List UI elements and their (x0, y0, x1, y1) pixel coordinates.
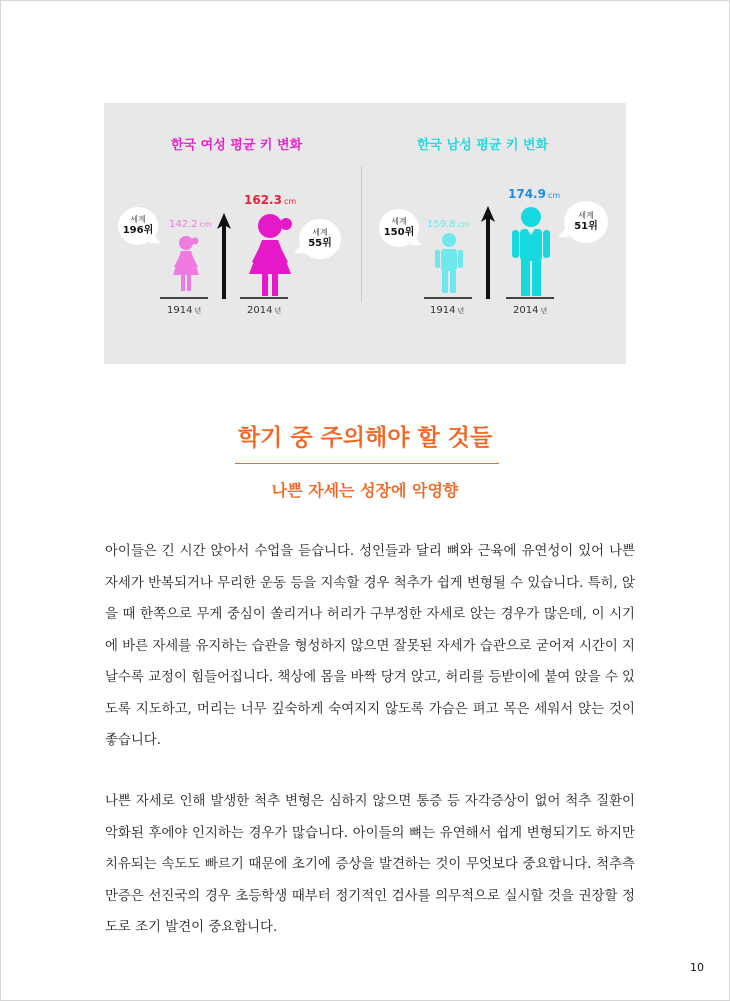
bubble-tail (149, 234, 162, 247)
bubble-tail (410, 236, 423, 249)
man-figure-icon (510, 206, 552, 297)
woman-figure-icon (249, 213, 299, 297)
female-new-rank: 55위 (308, 237, 332, 249)
male-new-rank-bubble (564, 201, 608, 243)
girl-figure-icon (171, 235, 201, 293)
female-old-rank-label: 세계 (130, 215, 146, 225)
baseline-1914-male (424, 297, 472, 299)
female-new-rank-label: 세계 (312, 228, 328, 238)
male-old-rank-label: 세계 (391, 217, 407, 227)
baseline-2014-female (240, 297, 288, 299)
male-old-height: 159.8 cm (427, 219, 470, 230)
height-infographic (104, 103, 626, 364)
up-arrow-icon (481, 206, 495, 299)
section-subtitle: 나쁜 자세는 성장에 악영향 (271, 481, 459, 500)
page-number: 10 (690, 961, 704, 974)
body-paragraph-1: 아이들은 긴 시간 앉아서 수업을 듣습니다. 성인들과 달리 뼈와 근육에 유연성이 있어 나쁜 자세가 반복되거나 무리한 운동 등을 지속할 경우 척추가 쉽게 변형될 수 있습니다. 특히, 앉을 때 한쪽으로 무게 중심이 쏠리거나 허리가 구부정한 자세로 앉는 경우가 많은데, 이 시기에 바른 자세를 유지하는 습관을 형성하지 않으면 잘못된 자세가 습관으로 굳어져 시간이 지날수록 교정이 힘들어집니다. 책상에 몸을 바짝 당겨 앉고, 허리를 등받이에 붙여 앉을 수 있도록 지도하고, 머리는 너무 깊숙하게 숙여지지 않도록 가슴은 펴고 목은 세워서 앉는 것이 좋습니다. (105, 544, 635, 748)
panel-divider (361, 166, 362, 302)
male-new-rank-label: 세계 (578, 211, 594, 221)
male-new-rank: 51위 (574, 220, 598, 232)
female-year-new: 2014 년 (247, 305, 282, 316)
boy-figure-icon (434, 232, 464, 294)
female-panel-title: 한국 여성 평균 키 변화 (171, 138, 303, 153)
female-new-height: 162.3 cm (244, 193, 297, 207)
female-old-height: 142.2 cm (169, 219, 212, 230)
body-paragraph-2: 나쁜 자세로 인해 발생한 척추 변형은 심하지 않으면 통증 등 자각증상이 없어 척추 질환이 악화된 후에야 인지하는 경우가 많습니다. 아이들의 뼈는 유연해서 쉽게 변형되기도 하지만 치유되는 속도도 빠르기 때문에 초기에 증상을 발견하는 것이 무엇보다 중요합니다. 척추측만증은 선진국의 경우 초등학생 때부터 정기적인 검사를 의무적으로 실시할 것을 권장할 정도로 조기 발견이 중요합니다. (105, 794, 635, 935)
male-year-old: 1914 년 (430, 305, 465, 316)
male-year-new: 2014 년 (513, 305, 548, 316)
up-arrow-icon (217, 213, 231, 299)
female-year-old: 1914 년 (167, 305, 202, 316)
male-new-height: 174.9 cm (508, 187, 561, 201)
female-old-rank: 196위 (122, 224, 154, 236)
baseline-1914-female (160, 297, 208, 299)
male-panel-title: 한국 남성 평균 키 변화 (417, 138, 549, 153)
baseline-2014-male (506, 297, 554, 299)
title-divider (235, 463, 499, 464)
section-title: 학기 중 주의해야 할 것들 (237, 425, 493, 451)
male-old-rank: 150위 (383, 226, 415, 238)
